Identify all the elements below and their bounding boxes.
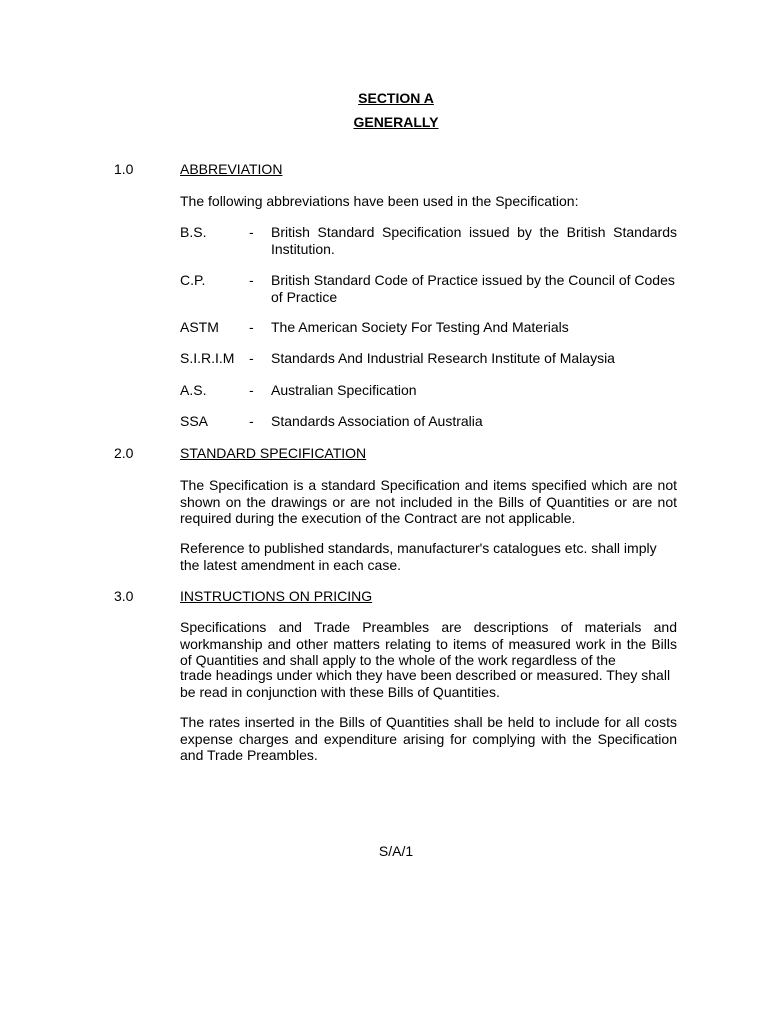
abbreviation-row: [180, 224, 677, 258]
abbreviation-definition: Standards And Industrial Research Institute of Malaysia: [271, 350, 615, 366]
abbreviation-definition: Standards Association of Australia: [271, 413, 483, 429]
abbreviation-dash: -: [249, 272, 254, 288]
section-title-instructions-on-pricing: INSTRUCTIONS ON PRICING: [180, 588, 373, 604]
paragraph: trade headings under which they have been described or measured. They shall be read in conjunction with these Bills of Quantities.: [180, 667, 671, 700]
abbreviation-definition: British Standard Specification issued by the British Standards Institution.: [271, 224, 677, 257]
abbreviation-key: SSA: [180, 413, 209, 429]
abbreviation-dash: -: [249, 382, 254, 398]
abbreviation-key: B.S.: [180, 224, 207, 240]
paragraph: The rates inserted in the Bills of Quantities shall be held to include for all costs expense charges and expenditure arising for complying with the Specification and Trade Preambles.: [180, 714, 677, 763]
section-title-abbreviation: ABBREVIATION: [180, 161, 283, 177]
paragraph: The Specification is a standard Specification and items specified which are not shown on the drawings or are not included in the Bills of Quantities or are not required during the execution of the Contract are not applicable.: [180, 477, 677, 526]
section-title-standard-specification: STANDARD SPECIFICATION: [180, 445, 367, 461]
page-title: GENERALLY: [353, 114, 439, 130]
abbreviation-definition: The American Society For Testing And Materials: [271, 319, 569, 335]
abbreviation-definition: Australian Specification: [271, 382, 417, 398]
abbreviation-dash: -: [249, 413, 254, 429]
section-number-1: 1.0: [114, 161, 134, 177]
section-number-3: 3.0: [114, 588, 134, 604]
page-reference: S/A/1: [378, 843, 414, 859]
abbreviation-row: [180, 382, 677, 416]
abbreviation-definition: British Standard Code of Practice issued by the Council of Codes of Practice: [271, 272, 675, 305]
section-label: SECTION A: [358, 90, 434, 106]
abbreviation-dash: -: [249, 319, 254, 335]
abbreviation-key: S.I.R.I.M: [180, 350, 235, 366]
abbreviation-row: [180, 350, 677, 384]
abbreviation-intro: The following abbreviations have been used in the Specification:: [180, 193, 579, 209]
abbreviation-row: [180, 272, 677, 306]
paragraph: Reference to published standards, manufacturer's catalogues etc. shall imply the latest amendment in each case.: [180, 540, 657, 573]
abbreviation-row: [180, 319, 677, 353]
abbreviation-row: [180, 413, 677, 447]
abbreviation-key: C.P.: [180, 272, 206, 288]
paragraph: Specifications and Trade Preambles are descriptions of materials and workmanship and other matters relating to items of measured work in the Bills of Quantities and shall apply to the whole of the work regardless of the: [180, 619, 677, 668]
abbreviation-dash: -: [249, 224, 254, 240]
abbreviation-key: ASTM: [180, 319, 219, 335]
section-number-2: 2.0: [114, 445, 134, 461]
abbreviation-key: A.S.: [180, 382, 207, 398]
abbreviation-dash: -: [249, 350, 254, 366]
